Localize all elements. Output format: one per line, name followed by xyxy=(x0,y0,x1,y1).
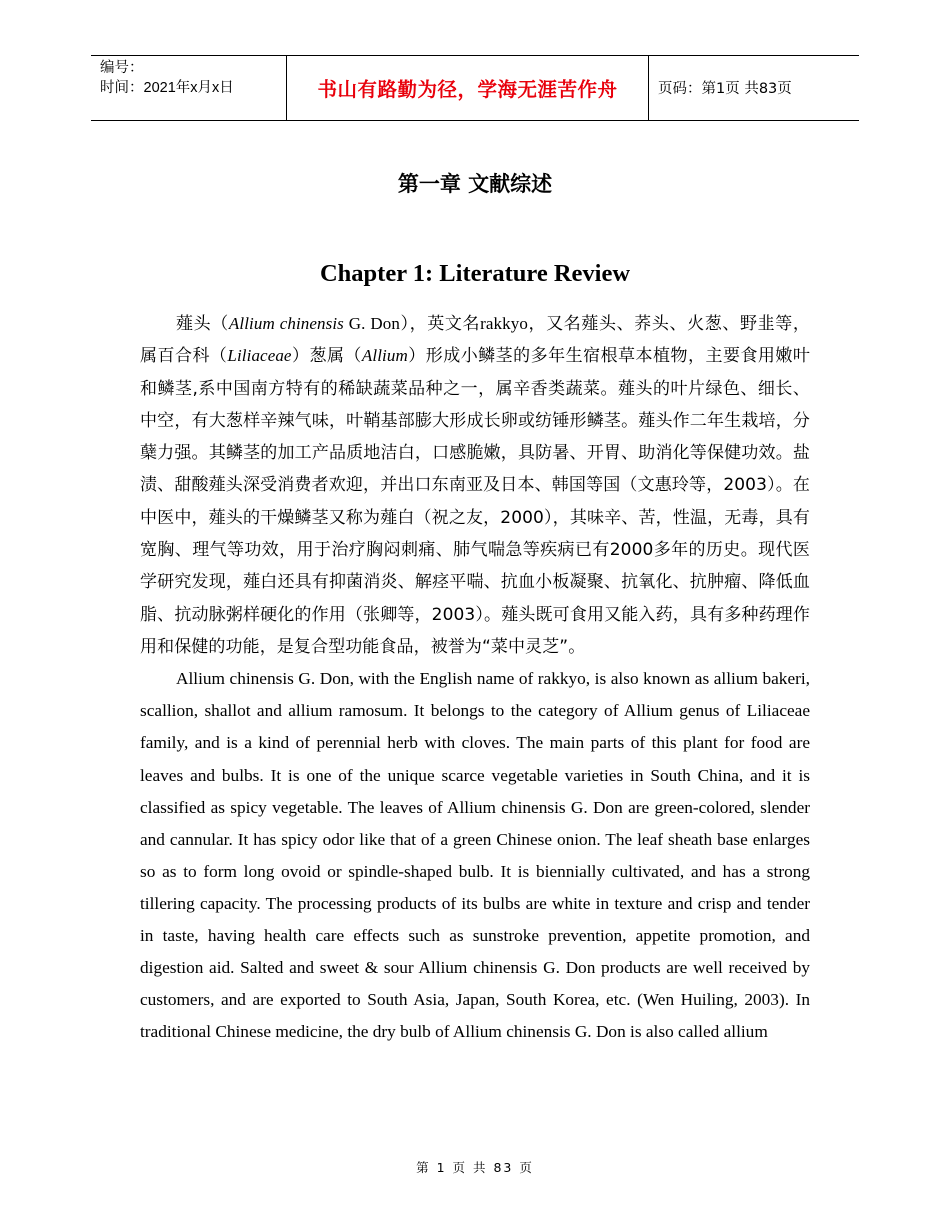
header-page-cell xyxy=(649,56,859,120)
page-footer: 第 1 页 共 83 页 xyxy=(416,1160,534,1175)
serial-number-label: 编号： xyxy=(100,60,144,76)
species-name: Allium chinensis xyxy=(228,314,344,333)
chinese-paragraph xyxy=(140,308,810,663)
date-label: 时间：2021年x月x日 xyxy=(100,80,234,96)
genus-name: Allium xyxy=(361,346,408,366)
header-meta-cell xyxy=(91,56,287,120)
page-info: 页码：第1页 共83页 xyxy=(658,80,792,97)
text-run: 薤头（ xyxy=(176,314,229,334)
chapter-title-english: Chapter 1: Literature Review xyxy=(319,260,631,287)
family-name: Liliaceae xyxy=(227,346,292,366)
document-body xyxy=(140,308,810,1048)
page-header xyxy=(91,55,859,121)
text-run: ）形成小鳞茎的多年生宿根草本植物，主要食用嫩叶和鳞茎,系中国南方特有的稀缺蔬菜品种之一，属辛香类蔬菜。薤头的叶片绿色、细长、中空，有大葱样辛辣气味，叶鞘基部膨大形成长卵或纺锤形鳞茎。薤头作二年生栽培，分蘖力强。其鳞茎的加工产品质地洁白，口感脆嫩，具防暑、开胃、助消化等保健功效。盐渍、甜酸薤头深受消费者欢迎，并出口东南亚及日本、韩国等国（文惠玲等，2003）。在中医中，薤头的干燥鳞茎又称为薤白（祝之友，2000），其味辛、苦，性温，无毒，具有宽胸、理气等功效，用于治疗胸闷刺痛、肺气喘急等疾病已有2000多年的历史。现代医学研究发现，薤白还具有抑菌消炎、解痉平喘、抗血小板凝聚、抗氧化、抗肿瘤、降低血脂、抗动脉粥样硬化的作用（张卿等，2003）。薤头既可食用又能入药，具有多种药理作用和保健的功能，是复合型功能食品，被誉为“菜中灵芝”。 xyxy=(140,346,810,657)
text-run: G. Don），英文名rakkyo，又名薤头、荞头、火葱、野韭等，属百合科（ xyxy=(140,314,810,366)
english-paragraph: Allium chinensis G. Don, with the English name of rakkyo, is also known as allium bakeri, scallion, shallot and allium ramosum. It belongs to the category of Allium genus of Liliaceae family, and is a kind of perennial herb with cloves. The main parts of this plant for food are leaves and bulbs. It is one of the unique scarce vegetable varieties in South China, and it is classified as spicy vegetable. The leaves of Allium chinensis G. Don are green-colored, slender and cannular. It has spicy odor like that of a green Chinese onion. The leaf sheath base enlarges so as to form long ovoid or spindle-shaped bulb. It is biennially cultivated, and has a strong tillering capacity. The processing products of its bulbs are white in texture and crisp and tender in taste, having health care effects such as sunstroke prevention, appetite promotion, and digestion aid. Salted and sweet & sour Allium chinensis G. Don products are well received by customers, and are exported to South Asia, Japan, South Korea, etc. (Wen Huiling, 2003). In traditional Chinese medicine, the dry bulb of Allium chinensis G. Don is also called allium xyxy=(140,669,810,1042)
motto-text: 书山有路勤为径，学海无涯苦作舟 xyxy=(317,78,618,101)
text-run: ）葱属（ xyxy=(291,346,362,367)
chapter-title-chinese: 第一章 文献综述 xyxy=(397,172,553,196)
header-motto-cell xyxy=(287,56,649,120)
